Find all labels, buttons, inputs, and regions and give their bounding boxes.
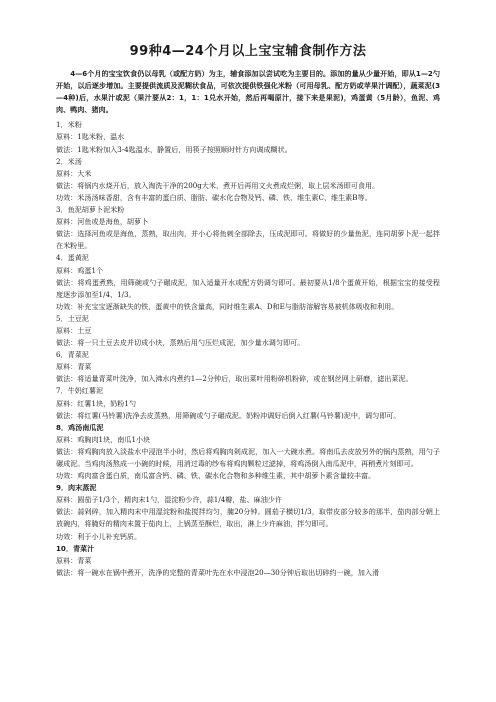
recipe-section [56, 313, 440, 349]
recipe-list [56, 119, 440, 579]
recipe-line: 做法：将鸡蛋煮熟，用筛碗或勺子碾成泥，加入适量开水或配方奶调匀即可。最初要从1/8个蛋黄开始，根据宝宝的接受程度逐步添加至1/4、1/3。 [56, 277, 440, 299]
recipe-line: 功效：补充宝宝逐渐缺失的铁，蛋黄中的铁含量高，同时维生素A、D和E与脂肪溶解容易被机体吸收和利用。 [56, 301, 399, 311]
recipe-section [56, 385, 440, 421]
recipe-section [56, 204, 440, 252]
recipe-heading: 10．青菜汁 [56, 543, 95, 553]
recipe-heading: 2．米汤 [56, 156, 82, 166]
recipe-line: 做法：1匙米粉加入3-4匙温水，静置后，用筷子按照顺时针方向调成糊状。 [56, 144, 292, 154]
recipe-line: 原料：青菜 [56, 362, 92, 372]
recipe-heading: 7．牛奶红薯泥 [56, 386, 104, 396]
recipe-line: 功效：米汤汤味香甜，含有丰富的蛋白质、脂肪、碳水化合物及钙、磷、铁、维生素C、维生素B等。 [56, 192, 372, 202]
recipe-heading: 5．土豆泥 [56, 313, 89, 323]
recipe-line: 做法：将鸡胸肉放入淡盐水中浸泡半小时，然后将鸡胸肉剁成泥，加入一大碗水煮。将南瓜去皮放另外的锅内蒸熟，用勺子碾成泥。当鸡肉汤熬成一小碗的时候，用消过毒的纱布将鸡肉颗粒过滤掉，将鸡汤倒入南瓜泥中，再稍煮片刻即可。 [56, 446, 440, 468]
recipe-heading: 9．肉末蒸泥 [56, 483, 97, 493]
recipe-line: 功效：鸡肉富含蛋白质，南瓜富含钙、磷、铁、碳水化合物和多种维生素，其中胡萝卜素含量较丰富。 [56, 471, 376, 481]
recipe-section [56, 482, 440, 542]
recipe-line: 做法：将一碗水在锅中煮开，洗净的完整的青菜叶先在水中浸泡20—30分钟后取出切碎约一碗，加入滑 [56, 567, 380, 577]
recipe-line: 原料：圆茄子1/3个，精肉末1勺，湿淀粉少许，蒜1/4瓣，盐、麻油少许 [56, 495, 282, 505]
recipe-heading: 4．蛋黄泥 [56, 253, 89, 263]
recipe-section [56, 543, 440, 579]
recipe-line: 原料：红薯1块，奶粉1勺 [56, 398, 136, 408]
recipe-heading: 6．青菜泥 [56, 350, 89, 360]
recipe-section [56, 156, 440, 204]
recipe-heading: 8．鸡汤南瓜泥 [56, 422, 104, 432]
recipe-line: 原料：河鱼或是海鱼，胡萝卜 [56, 217, 149, 227]
recipe-section [56, 422, 440, 482]
recipe-line: 做法：选择河鱼或是海鱼，蒸熟，取出肉，并小心将鱼刺全部除去，压成泥即可。将做好的少量鱼泥，连同胡萝卜泥一起拌在米粉里。 [56, 229, 440, 251]
recipe-line: 原料：土豆 [56, 325, 92, 335]
recipe-line: 做法：将红薯(马铃薯)洗净去皮蒸熟，用筛碗或勺子碾成泥。奶粉冲调好后倒入红薯(马铃薯)泥中，调匀即可。 [56, 410, 401, 420]
recipe-line: 做法：将适量青菜叶洗净，加入沸水内煮约1—2分钟后，取出菜叶用粉碎机粉碎，或在钢丝网上研磨，滤出菜泥。 [56, 374, 413, 384]
recipe-line: 原料：大米 [56, 168, 92, 178]
recipe-line: 原料：鸡胸肉1块，南瓜1小块 [56, 434, 151, 444]
recipe-section [56, 349, 440, 385]
recipe-line: 原料：鸡蛋1个 [56, 265, 104, 275]
intro-paragraph: 4—6个月的宝宝饮食仍以母乳（或配方奶）为主，辅食添加以尝试吃为主要目的。添加的量从少量开始，即从1—2勺开始，以后逐步增加。主要提供流质及泥糊状食品，可依次提供铁强化米粉（可用母乳、配方奶或苹果汁调配），蔬菜泥(3—4种)后，水果汁或泥（果汁要从2：1，1：1兑水开始，然后再喝原汁，接下来是果泥)，鸡蛋黄（5月龄），鱼泥、鸡肉、鸭肉、猪肉。 [56, 69, 440, 115]
recipe-section [56, 252, 440, 312]
recipe-line: 做法：将锅内水烧开后，放入淘洗干净的200g大米，煮开后再用文火煮成烂粥，取上层米汤即可食用。 [56, 180, 380, 190]
recipe-heading: 3．鱼泥胡萝卜泥米粉 [56, 205, 125, 215]
recipe-line: 原料：1匙米粉，温水 [56, 132, 125, 142]
recipe-heading: 1．米粉 [56, 120, 82, 130]
recipe-line: 功效：利于小儿补充钙质。 [56, 531, 142, 541]
recipe-section [56, 119, 440, 155]
recipe-line: 做法：蒜剁碎，加入精肉末中用湿淀粉和盐搅拌均匀，腌20分钟。圆茄子横切1/3，取带皮部分较多的那半，茄肉部分朝上放碗内，将腌好的精肉末置于茄肉上，上锅蒸至酥烂，取出，淋上少许麻油，拌匀即可。 [56, 507, 440, 529]
recipe-line: 原料：青菜 [56, 555, 92, 565]
document-title: 99种4—24个月以上宝宝辅食制作方法 [129, 44, 367, 59]
recipe-line: 做法：将一只土豆去皮并切成小块，蒸熟后用勺压烂成泥，加少量水调匀即可。 [56, 338, 305, 348]
